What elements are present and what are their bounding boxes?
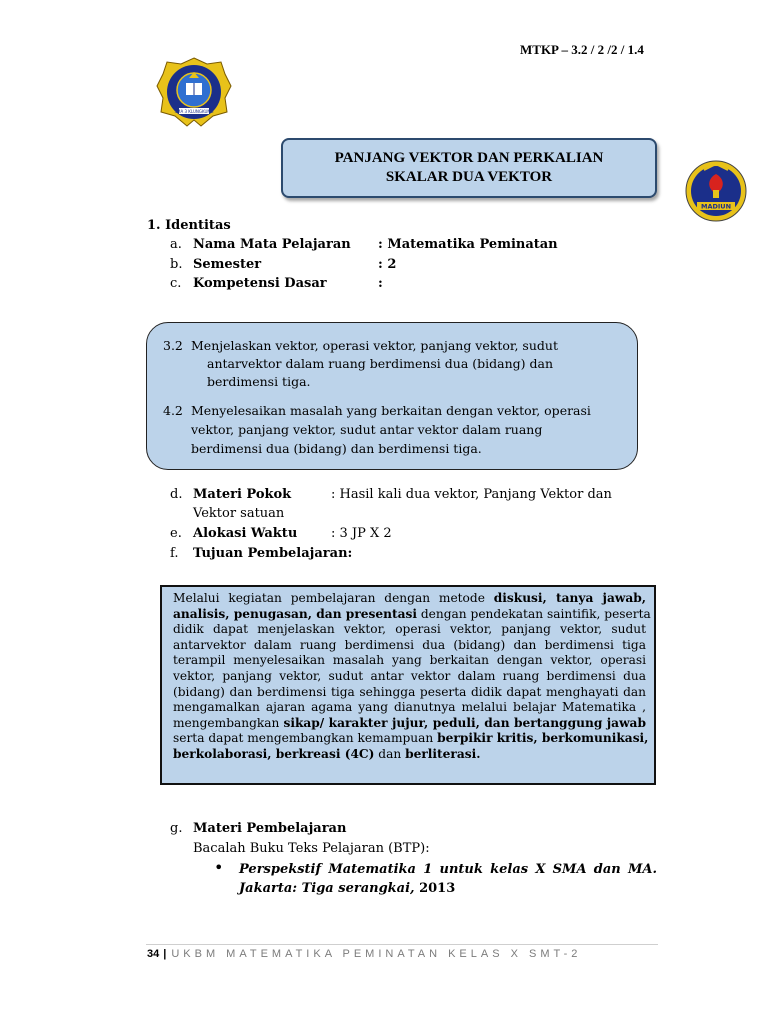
bullet-icon: • <box>214 858 224 877</box>
alokasi-waktu-row: e. Alokasi Waktu : 3 JP X 2 <box>170 526 392 541</box>
identitas-item-semester: b. Semester : 2 <box>170 257 397 272</box>
tujuan-line: vektor, panjang vektor, sudut antar vektor dalam ruang berdimensi dua <box>173 668 646 683</box>
title-line-1: PANJANG VEKTOR DAN PERKALIAN <box>334 150 604 166</box>
tujuan-line: mengamalkan ajaran agama yang dianutnya melalui belajar Matematika , <box>173 700 646 715</box>
materi-pokok-value-cont: Vektor satuan <box>193 506 285 521</box>
title-line-2: SKALAR DUA VEKTOR <box>385 169 553 185</box>
materi-intro: Bacalah Buku Teks Pelajaran (BTP): <box>193 841 430 856</box>
tujuan-line: mengembangkan sikap/ karakter jujur, peduli, dan bertanggung jawab <box>173 715 646 730</box>
school-emblem-icon <box>155 56 233 128</box>
page-footer: 34 | UKBM MATEMATIKA PEMINATAN KELAS X SMT-2 <box>147 948 582 960</box>
materi-pembelajaran-row: g. Materi Pembelajaran <box>170 821 347 836</box>
svg-text:MADIUN: MADIUN <box>700 202 732 211</box>
tujuan-line: analisis, penugasan, dan presentasi dengan pendekatan saintifik, peserta <box>173 606 651 621</box>
identitas-heading: 1. Identitas <box>147 218 231 233</box>
tujuan-line: didik dapat menjelaskan vektor, operasi vektor, panjang vektor, sudut <box>173 622 646 637</box>
kompetensi-dasar-box: 3.2 Menjelaskan vektor, operasi vektor, panjang vektor, sudut antarvektor dalam ruang berdimensi dua (bidang) dan berdimensi tiga. 4.2 Menyelesaikan masalah yang berkaitan dengan vektor, operasi vektor, panjang vektor, sudut antar vektor dalam ruang berdimensi dua (bidang) dan berdimensi tiga. <box>146 322 638 470</box>
footer-title: UKBM MATEMATIKA PEMINATAN KELAS X SMT-2 <box>171 948 582 960</box>
madiun-emblem-icon <box>684 160 748 222</box>
tujuan-line: (bidang) dan berdimensi tiga sehingga peserta didik dapat menghayati dan <box>173 684 646 699</box>
tujuan-line: terampil menyelesaikan masalah yang berkaitan dengan vektor, operasi <box>173 653 646 668</box>
btp-reference: Perspekstif Matematika 1 untuk kelas X SMA dan MA. Jakarta: Tiga serangkai, 2013 <box>239 862 657 896</box>
tujuan-line: antarvektor dalam ruang berdimensi dua (bidang) dan berdimensi tiga <box>173 637 646 652</box>
tujuan-heading-row: f. Tujuan Pembelajaran: <box>170 546 353 561</box>
tujuan-paragraph <box>173 591 651 763</box>
identitas-item-kd: c. Kompetensi Dasar : <box>170 276 383 291</box>
page-number: 34 <box>147 948 160 960</box>
svg-text:SMA 3 KLUNGKUNG: SMA 3 KLUNGKUNG <box>174 109 214 114</box>
title-box <box>281 138 657 198</box>
tujuan-line: serta dapat mengembangkan kemampuan berpikir kritis, berkomunikasi, <box>173 731 649 746</box>
tujuan-pembelajaran-box <box>160 585 656 785</box>
tujuan-line: berkolaborasi, berkreasi (4C) dan berliterasi. <box>173 746 481 761</box>
identitas-item-subject: a. Nama Mata Pelajaran : Matematika Peminatan <box>170 237 558 252</box>
tujuan-line: Melalui kegiatan pembelajaran dengan metode diskusi, tanya jawab, <box>173 591 646 605</box>
document-code: MTKP – 3.2 / 2 /2 / 1.4 <box>520 42 644 57</box>
footer-divider <box>146 944 658 945</box>
materi-pokok-row: d. Materi Pokok : Hasil kali dua vektor, Panjang Vektor dan <box>170 487 612 502</box>
